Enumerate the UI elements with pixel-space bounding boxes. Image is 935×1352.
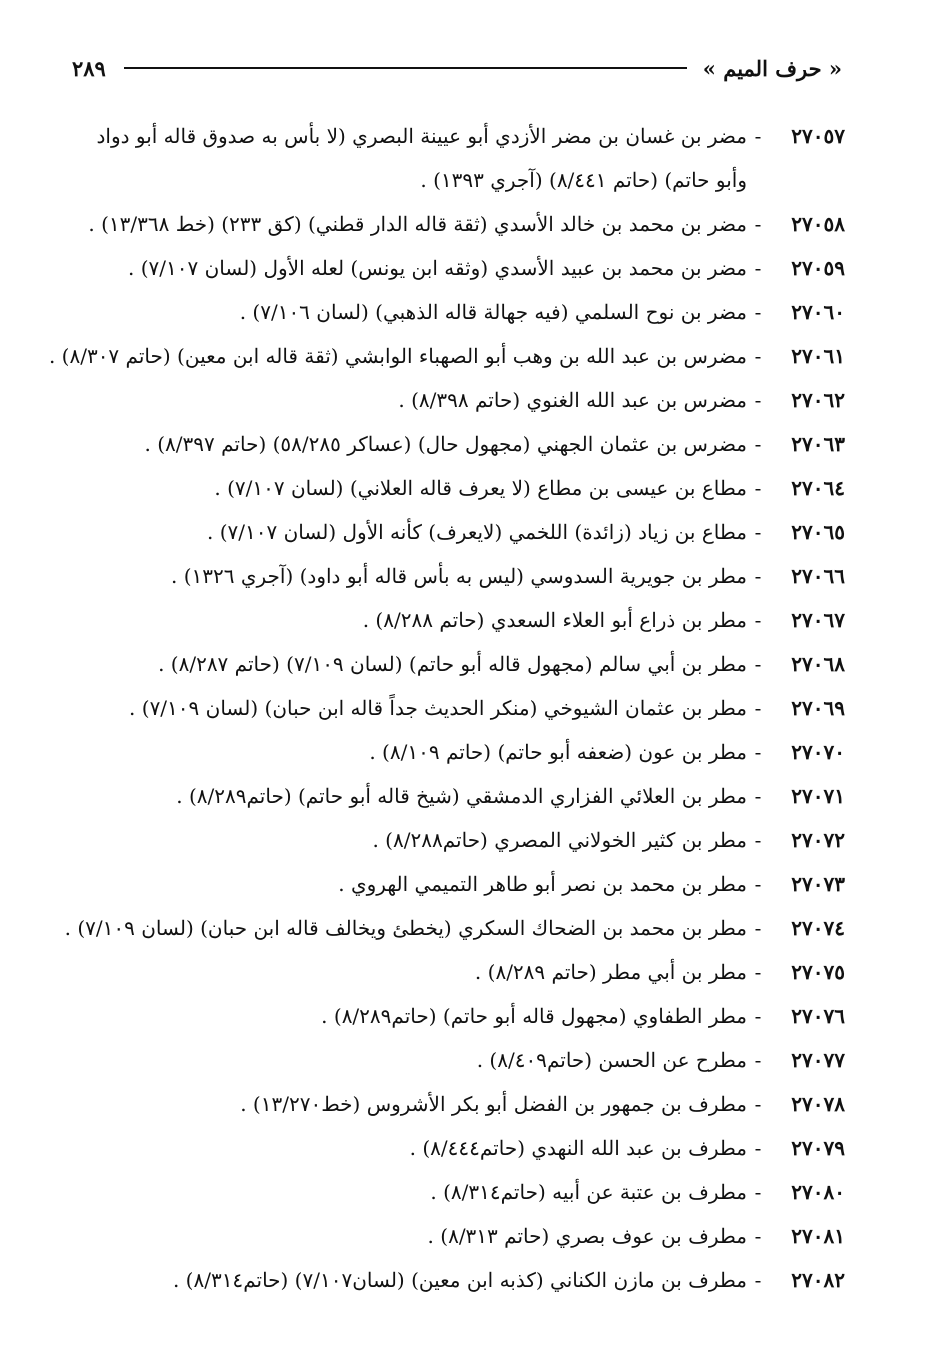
entry-text: مطرف بن مازن الكناني (كذبه ابن معين) (لسان٧/١٠٧) (حاتم٨/٣١٤) . xyxy=(172,1268,747,1292)
header-rule xyxy=(124,67,687,69)
entry-separator: - xyxy=(754,1268,762,1292)
entry-separator: - xyxy=(754,1180,762,1204)
entry-separator: - xyxy=(754,784,762,808)
page-number: ٢٨٩ xyxy=(72,55,106,81)
entry-text: مضر بن محمد بن عبيد الأسدي (وثقه ابن يونس) لعله الأول (لسان ٧/١٠٧) . xyxy=(127,256,747,280)
list-item xyxy=(48,334,845,378)
entry-separator: - xyxy=(754,124,762,148)
list-item xyxy=(70,554,845,598)
page-header xyxy=(72,48,842,88)
entry-separator: - xyxy=(754,1136,762,1160)
entry-number: ٢٧٠٧٠ xyxy=(791,740,845,764)
entry-separator: - xyxy=(754,476,762,500)
entry-separator: - xyxy=(754,388,762,412)
list-item xyxy=(70,1082,845,1126)
entry-text: مطرف بن عتبة عن أبيه (حاتم٨/٣١٤) . xyxy=(430,1180,747,1204)
list-item xyxy=(70,202,845,246)
list-item xyxy=(70,1038,845,1082)
entry-separator: - xyxy=(754,696,762,720)
entry-text: مطر بن عون (ضعفه أبو حاتم) (حاتم ٨/١٠٩) . xyxy=(369,740,747,764)
entry-number: ٢٧٠٧٤ xyxy=(791,916,845,940)
entry-number: ٢٧٠٥٨ xyxy=(791,212,845,236)
entry-separator: - xyxy=(754,564,762,588)
entry-separator: - xyxy=(754,432,762,456)
list-item xyxy=(70,114,845,202)
list-item xyxy=(70,862,845,906)
entry-number: ٢٧٠٧٩ xyxy=(791,1136,845,1160)
entry-separator: - xyxy=(754,1004,762,1028)
entry-number: ٢٧٠٧٧ xyxy=(791,1048,845,1072)
list-item xyxy=(70,818,845,862)
entry-separator: - xyxy=(754,740,762,764)
entry-number: ٢٧٠٦٢ xyxy=(791,388,845,412)
entry-text: مطر بن أبي مطر (حاتم ٨/٢٨٩) . xyxy=(474,960,747,984)
list-item xyxy=(70,510,845,554)
entry-number: ٢٧٠٨٠ xyxy=(791,1180,845,1204)
entry-number: ٢٧٠٧١ xyxy=(791,784,845,808)
entry-text: مطر بن جويرية السدوسي (ليس به بأس قاله أبو داود) (آجري ١٣٢٦) . xyxy=(171,564,747,588)
entry-number: ٢٧٠٦٧ xyxy=(791,608,845,632)
entry-number: ٢٧٠٥٧ xyxy=(791,124,845,148)
entry-number: ٢٧٠٦٥ xyxy=(791,520,845,544)
list-item xyxy=(64,906,845,950)
entry-separator: - xyxy=(754,960,762,984)
list-item xyxy=(70,378,845,422)
list-item xyxy=(70,290,845,334)
entry-text: مطرف بن عبد الله النهدي (حاتم٨/٤٤٤) . xyxy=(409,1136,747,1160)
entry-number: ٢٧٠٧٨ xyxy=(791,1092,845,1116)
list-item xyxy=(70,1214,845,1258)
entry-text: مطر الطفاوي (مجهول قاله أبو حاتم) (حاتم٨/٢٨٩) . xyxy=(321,1004,747,1028)
entry-text: مطاع بن زياد (زائدة) اللخمي (لايعرف) كأنه الأول (لسان ٧/١٠٧) . xyxy=(207,520,747,544)
entry-text: مطر بن كثير الخولاني المصري (حاتم٨/٢٨٨) . xyxy=(372,828,747,852)
entry-separator: - xyxy=(754,1048,762,1072)
entry-number: ٢٧٠٨٢ xyxy=(791,1268,845,1292)
running-title: « حرف الميم » xyxy=(702,55,842,81)
entry-text: مضر بن نوح السلمي (فيه جهالة قاله الذهبي) (لسان ٧/١٠٦) . xyxy=(239,300,747,324)
entry-number: ٢٧٠٦٩ xyxy=(791,696,845,720)
list-item xyxy=(70,598,845,642)
entry-text: مضر بن غسان بن مضر الأزدي أبو عيينة البصري (لا بأس به صدوق قاله أبو دواد وأبو حاتم) (حاتم ٨/٤٤١) (آجري ١٣٩٣) . xyxy=(96,124,747,192)
entry-number: ٢٧٠٧٥ xyxy=(791,960,845,984)
entry-text: مطرف بن عوف بصري (حاتم ٨/٣١٣) . xyxy=(427,1224,747,1248)
entry-number: ٢٧٠٧٢ xyxy=(791,828,845,852)
entry-text: مضرس بن عبد الله بن وهب أبو الصهباء الوابشي (ثقة قاله ابن معين) (حاتم ٨/٣٠٧) . xyxy=(48,344,747,368)
entry-separator: - xyxy=(754,608,762,632)
entry-text: مطر بن محمد بن الضحاك السكري (يخطئ ويخالف قاله ابن حبان) (لسان ٧/١٠٩) . xyxy=(64,916,747,940)
list-item xyxy=(70,686,845,730)
list-item xyxy=(70,422,845,466)
entry-number: ٢٧٠٧٦ xyxy=(791,1004,845,1028)
entry-text: مضر بن محمد بن خالد الأسدي (ثقة قاله الدار قطني) (كق ٢٣٣) (خط ١٣/٣٦٨) . xyxy=(88,212,747,236)
entry-separator: - xyxy=(754,344,762,368)
entry-separator: - xyxy=(754,828,762,852)
list-item xyxy=(70,1170,845,1214)
entry-number: ٢٧٠٦١ xyxy=(791,344,845,368)
entry-number: ٢٧٠٦٣ xyxy=(791,432,845,456)
entry-separator: - xyxy=(754,212,762,236)
entry-separator: - xyxy=(754,652,762,676)
list-item xyxy=(70,246,845,290)
entry-number: ٢٧٠٦٦ xyxy=(791,564,845,588)
entry-number: ٢٧٠٦٤ xyxy=(791,476,845,500)
entry-text: مضرس بن عبد الله الغنوي (حاتم ٨/٣٩٨) . xyxy=(398,388,747,412)
list-item xyxy=(70,994,845,1038)
entry-text: مضرس بن عثمان الجهني (مجهول حال) (عساكر ٥٨/٢٨٥) (حاتم ٨/٣٩٧) . xyxy=(144,432,747,456)
entry-separator: - xyxy=(754,1092,762,1116)
entry-separator: - xyxy=(754,1224,762,1248)
entry-text: مطر بن ذراع أبو العلاء السعدي (حاتم ٨/٢٨٨) . xyxy=(362,608,747,632)
entry-number: ٢٧٠٧٣ xyxy=(791,872,845,896)
entry-text: مطر بن محمد بن نصر أبو طاهر التميمي الهروي . xyxy=(338,872,747,896)
entry-number: ٢٧٠٨١ xyxy=(791,1224,845,1248)
entry-separator: - xyxy=(754,520,762,544)
entry-text: مطر بن العلائي الفزاري الدمشقي (شيخ قاله أبو حاتم) (حاتم٨/٢٨٩) . xyxy=(176,784,747,808)
list-item xyxy=(70,730,845,774)
entry-text: مطر بن أبي سالم (مجهول قاله أبو حاتم) (لسان ٧/١٠٩) (حاتم ٨/٢٨٧) . xyxy=(158,652,747,676)
list-item xyxy=(70,774,845,818)
list-item xyxy=(70,1126,845,1170)
entry-text: مطرف بن جمهور بن الفضل أبو بكر الأشروس (خط١٣/٢٧٠) . xyxy=(240,1092,747,1116)
entry-text: مطرح عن الحسن (حاتم٨/٤٠٩) . xyxy=(476,1048,747,1072)
entry-separator: - xyxy=(754,872,762,896)
list-item xyxy=(70,642,845,686)
entry-number: ٢٧٠٥٩ xyxy=(791,256,845,280)
entry-number: ٢٧٠٦٨ xyxy=(791,652,845,676)
entry-separator: - xyxy=(754,300,762,324)
list-item xyxy=(70,1258,845,1302)
entry-separator: - xyxy=(754,916,762,940)
entry-number: ٢٧٠٦٠ xyxy=(791,300,845,324)
list-item xyxy=(70,466,845,510)
entry-list xyxy=(48,114,845,1302)
entry-separator: - xyxy=(754,256,762,280)
entry-text: مطاع بن عيسى بن مطاع (لا يعرف قاله العلاني) (لسان ٧/١٠٧) . xyxy=(214,476,747,500)
list-item xyxy=(70,950,845,994)
entry-text: مطر بن عثمان الشيوخي (منكر الحديث جداً قاله ابن حبان) (لسان ٧/١٠٩) . xyxy=(129,696,747,720)
